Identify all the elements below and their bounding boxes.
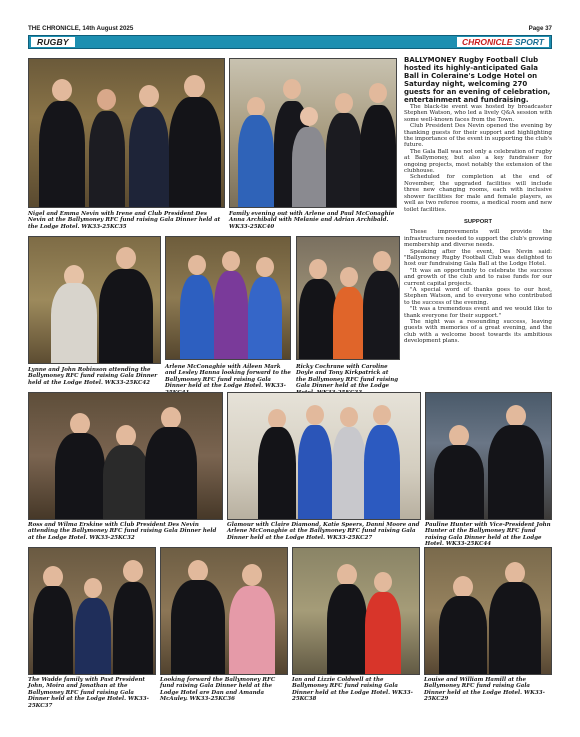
caption-photo-12: Louise and William Hamill at the Ballymoney RFC fund raising Gala Dinner held at the Lodge Hotel. WK33-25KC29 (424, 677, 545, 703)
caption-photo-8: Pauline Hunter with Vice-President John Hunter at the Ballymoney RFC fund raising Gala Dinner held at the Lodge Hotel. WK33-25KC44 (425, 522, 551, 548)
photo-arlene-aileen-lesley (165, 236, 291, 360)
caption-photo-9: The Wadde family with Past President John, Moira and Jonathan at the Ballymoney RFC fund raising Gala Dinner held at the Lodge Hotel. WK33-25KC37 (28, 677, 149, 709)
caption-photo-2: Family evening out with Arlene and Paul McConaghie Anna Archibald with Melanie and Adrian Archibald. WK33-25KC40 (229, 211, 395, 230)
photo-erskine-nevin (28, 392, 223, 520)
caption-photo-3: Lynne and John Robinson attending the Ballymoney RFC fund raising Gala Dinner held at the Lodge Hotel. WK33-25KC42 (28, 367, 158, 386)
article-paragraph: Speaking after the event, Des Nevin said: "Ballymoney Rugby Football Club was delighted to host our fundraising Gala Ball at the Lodge Hotel. (404, 248, 552, 268)
photo-mcauley (160, 547, 288, 675)
article-paragraph: "It was an opportunity to celebrate the success and growth of the club and to raise funds for our current capital projects. (404, 267, 552, 287)
page-number: Page 37 (528, 25, 552, 32)
caption-photo-11: Ian and Lizzie Coldwell at the Ballymoney RFC fund raising Gala Dinner held at the Lodge Hotel. WK33-25KC38 (292, 677, 413, 703)
photo-cochrane-doyle-kirkpatrick (296, 236, 400, 360)
photo-robinson (28, 236, 161, 364)
article-lead: BALLYMONEY Rugby Football Club hosted its highly-anticipated Gala Ball in Coleraine's Lodge Hotel on Saturday night, welcoming 270 guests for an evening of celebration, entertainment and fundraising. (404, 56, 551, 104)
logo-sport: SPORT (514, 37, 544, 47)
article-paragraph: Club President Des Nevin opened the evening by thanking guests for their support and highlighting the importance of the event in supporting the club's future. (404, 123, 552, 149)
article-subhead: SUPPORT (463, 218, 493, 225)
article-paragraph: Scheduled for completion at the end of November, the upgraded facilities will include three new changing rooms, each with inclusive shower facilities for male and female players, as well as two referee rooms, a medical room and new toilet facilities. (404, 174, 552, 213)
article-paragraph: "A special word of thanks goes to our host, Stephen Watson, and to everyone who contributed to the success of the evening. (404, 286, 552, 306)
article-paragraph: The black-tie event was hosted by broadcaster Stephen Watson, who led a lively Q&A session with some well-known faces from the Town. (404, 104, 552, 123)
photo-hamill (424, 547, 552, 675)
caption-photo-6: Ross and Wilma Erskine with Club President Des Nevin attending the Ballymoney RFC fund raising Gala Dinner held at the Lodge Hotel. WK33-25KC32 (28, 522, 217, 541)
page-header (28, 22, 552, 36)
article-paragraph: The Gala Ball was not only a celebration of rugby at Ballymoney, but also a key fundraiser for ongoing projects, most notably the extension of the clubhouse. (404, 148, 552, 175)
caption-photo-5: Ricky Cochrane with Caroline Doyle and Tony Kirkpatrick at the Ballymoney RFC fund raising Gala Dinner held at the Lodge (296, 364, 399, 390)
photo-nevin-family (28, 58, 225, 208)
article-paragraph: These improvements will provide the infrastructure needed to support the club's growing membership and diverse needs. (404, 229, 552, 249)
photo-family-evening (229, 58, 397, 208)
article-gala-ball (404, 56, 552, 345)
section-banner (28, 35, 552, 49)
photo-hunter (425, 392, 552, 520)
photo-glamour-group (227, 392, 421, 520)
caption-photo-10: Looking forward the Ballymoney RFC fund raising Gala Dinner held at the Lodge Hotel are Dan and Amanda McAuley. WK33-25KC36 (160, 677, 276, 703)
photo-coldwell (292, 547, 420, 675)
article-paragraph: "It was a tremendous event and we would like to thank everyone for their support." (404, 306, 552, 319)
newspaper-date: THE CHRONICLE, 14th August 2025 (28, 25, 134, 32)
section-label-rugby: RUGBY (31, 37, 75, 47)
caption-photo-1: Nigel and Emma Nevin with Irene and Club President Des Nevin at the Ballymoney RFC fund raising Gala Dinner held at the Lodge Hotel. WK33-25KC35 (28, 211, 221, 230)
article-paragraph: The night was a resounding success, leaving guests with memories of a great evening, and the club with a welcome boost towards its ambitious development plans. (404, 319, 552, 345)
chronicle-sport-logo (457, 37, 549, 47)
caption-photo-7: Glamour with Claire Diamond, Katie Speers, Danni Moore and Arlene McConaghie at the Ballymoney RFC fund raising Gala Dinner held at the Lodge Hotel. WK33-25KC27 (227, 522, 420, 541)
caption-photo-4: Arlene McConaghie with Aileen Mark and Lesley Hanna looking forward to the Ballymoney RFC fund raising Gala Dinner held at the Lodge Hotel. WK33- (165, 364, 291, 390)
logo-chronicle: CHRONICLE (461, 37, 513, 47)
photo-wadde-family (28, 547, 156, 675)
